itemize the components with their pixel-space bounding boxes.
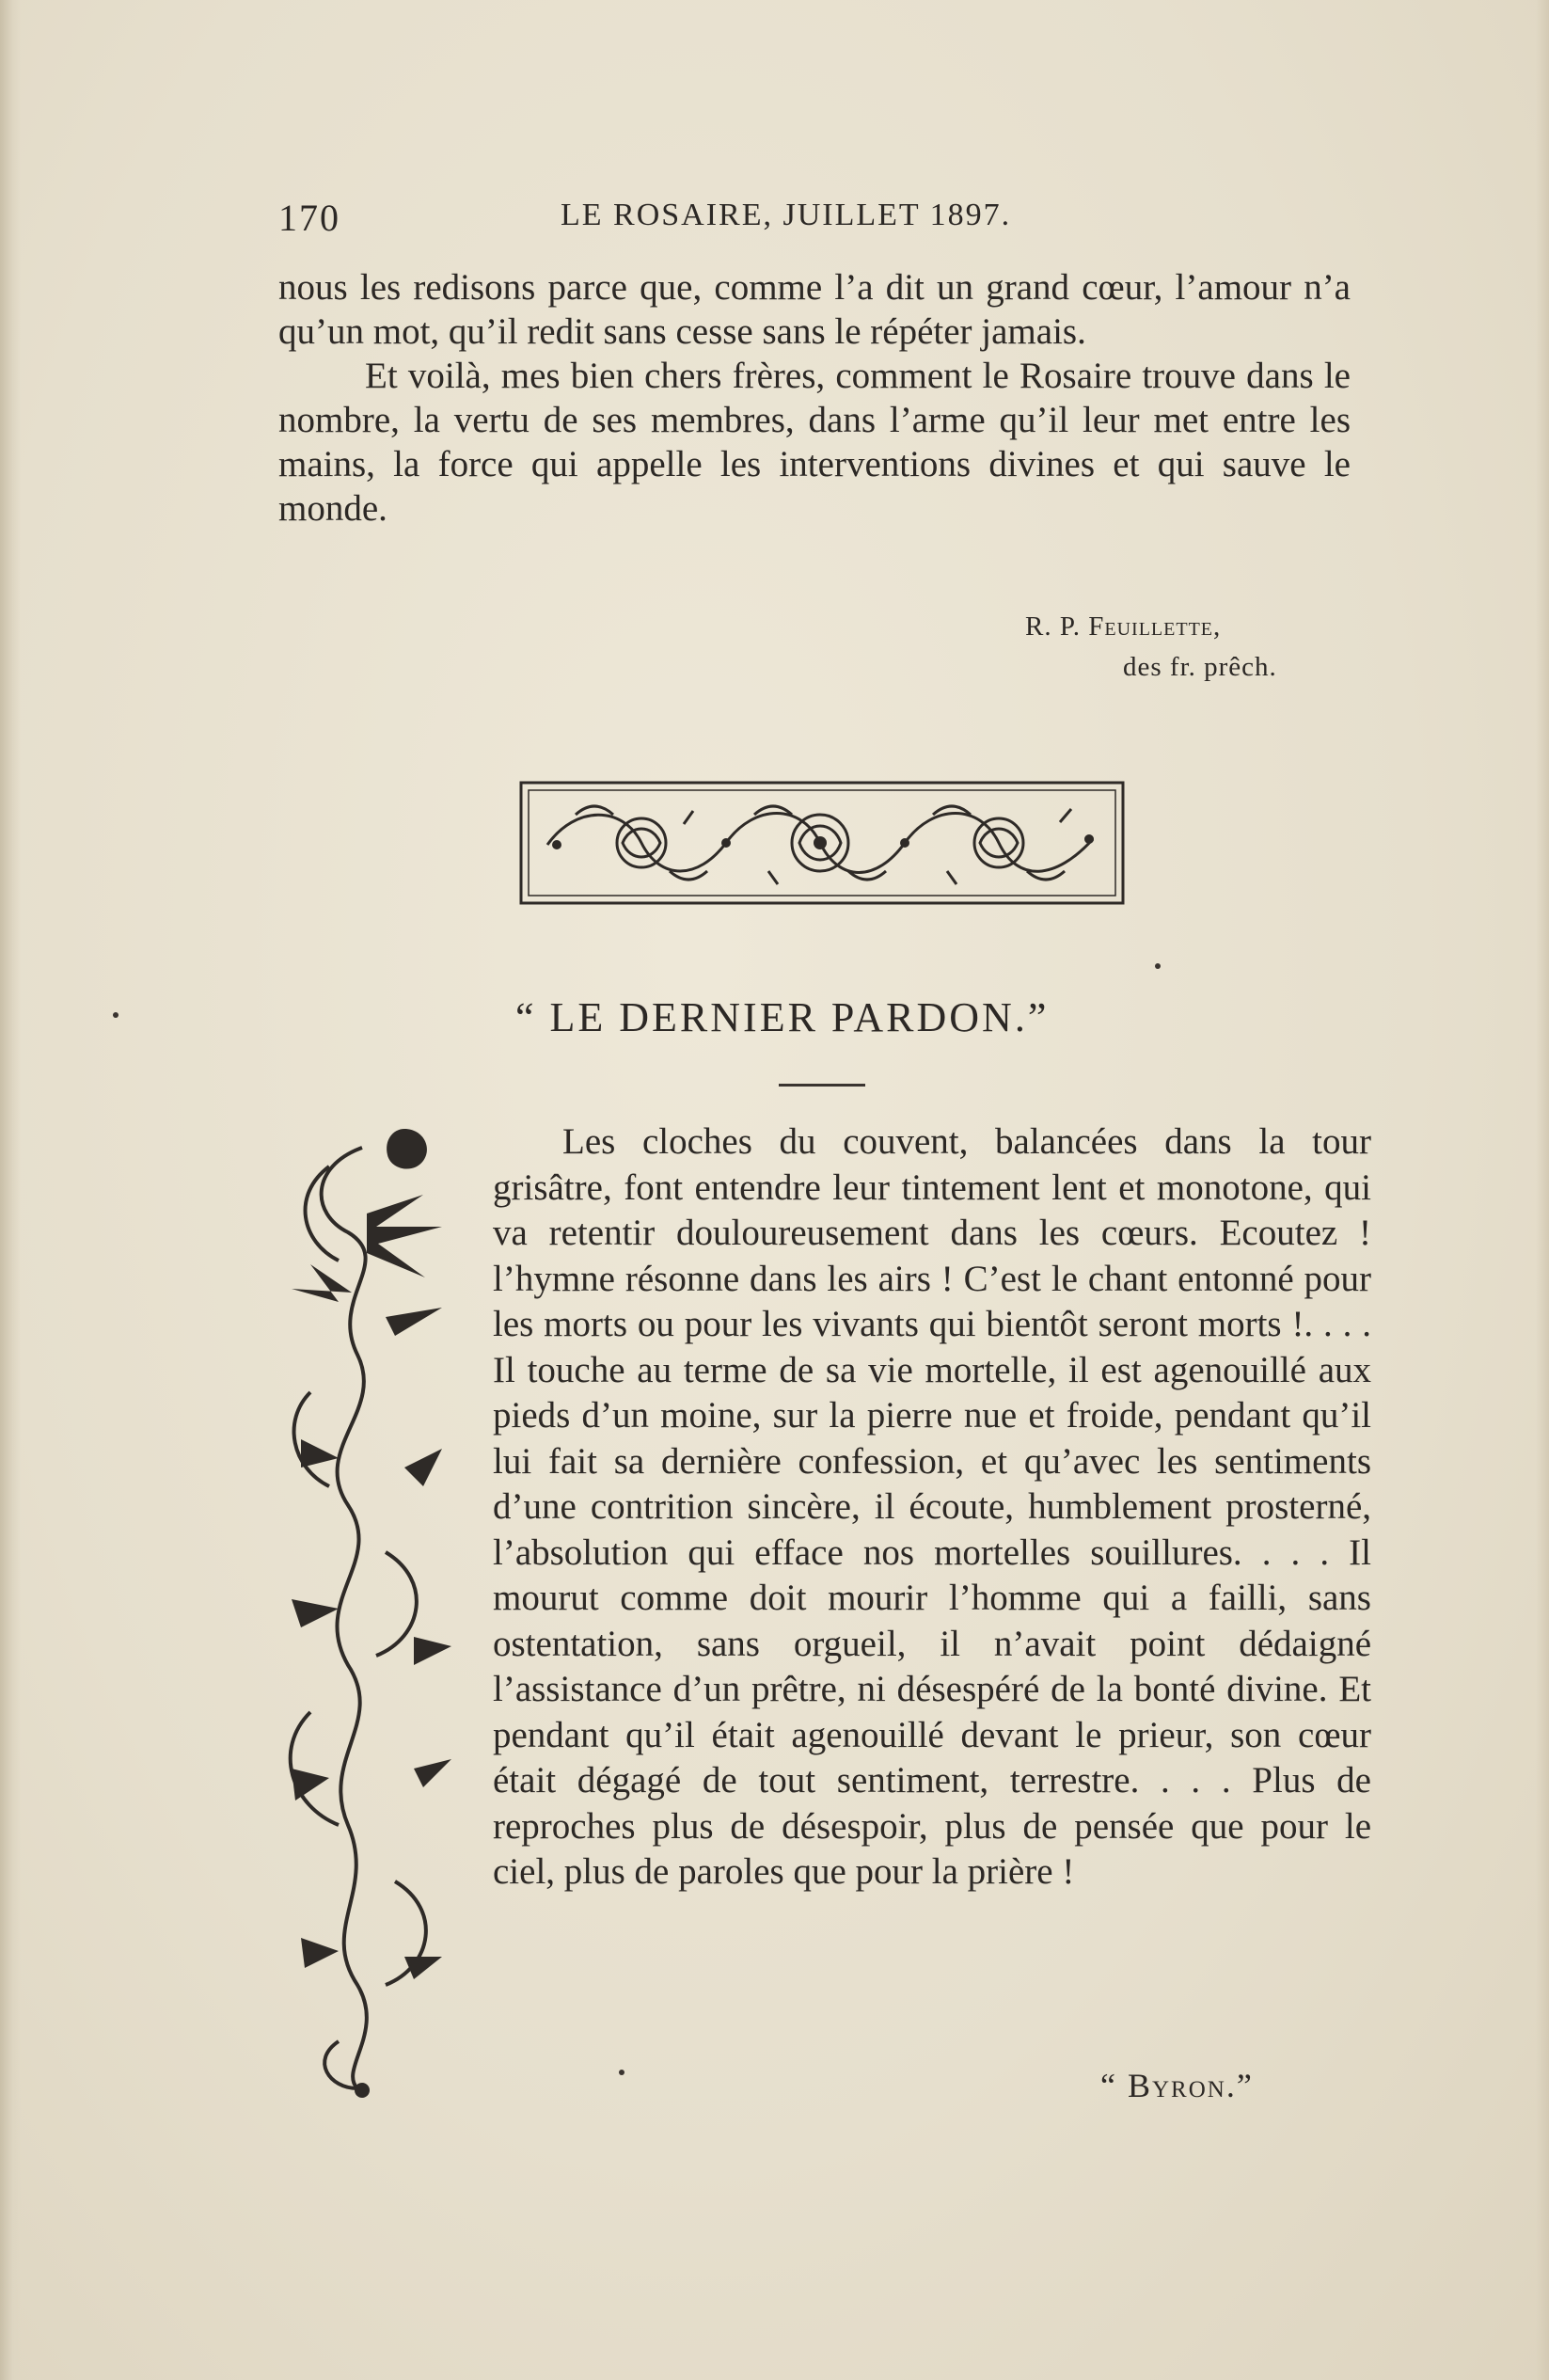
article-paragraph: Et voilà, mes bien chers frères, comment le Rosaire trouve dans le nombre, la vertu de ses membres, dans l’arme qu’il leur met entre les mains, la force qui appelle les interventions divines et qui sauve le monde. bbox=[278, 356, 1351, 529]
page-number: 170 bbox=[278, 197, 340, 239]
article-ending bbox=[278, 265, 1351, 531]
print-speck bbox=[619, 2070, 624, 2075]
print-speck bbox=[113, 1012, 119, 1018]
author-order: des fr. prêch. bbox=[1123, 652, 1277, 682]
story-text bbox=[493, 1119, 1371, 1896]
section-title: “ LE DERNIER PARDON.” bbox=[515, 994, 1050, 1040]
spine-shadow bbox=[0, 0, 21, 2380]
author-signature: R. P. Feuillette, bbox=[1025, 611, 1222, 642]
story-author: “ Byron.” bbox=[1100, 2067, 1254, 2104]
title-rule bbox=[779, 1084, 865, 1087]
article-paragraph: nous les redisons parce que, comme l’a dit un grand cœur, l’amour n’a qu’un mot, qu’il redit sans cesse sans le répéter jamais. bbox=[278, 267, 1351, 352]
page-edge bbox=[1536, 0, 1549, 2380]
story-paragraph: Les cloches du couvent, balancées dans la tour grisâtre, font entendre leur tintement lent et monotone, qui va retentir douloureusement dans les cœurs. Ecoutez ! l’hymne résonne dans les airs ! C’est le chant entonné pour les morts ou pour les vivants qui bientôt seront morts !. . . . Il touche au terme de sa vie mortelle, il est agenouillé aux pieds d’un moine, sur la pierre nue et froide, pendant qu’il lui fait sa dernière confession, et qu’avec les sentiments d’une contrition sincère, il écoute, humblement prosterné, l’absolution qui efface nos mortelles souillures. . . . Il mourut comme doit mourir l’homme qui a failli, sans ostentation, sans orgueil, il n’avait point dédaigné l’assistance d’un prêtre, ni désespéré de la bonté divine. Et pendant qu’il était agenouillé devant le prieur, son cœur était dégagé de tout sentiment, terrestre. . . . Plus de reproches plus de désespoir, plus de pensée que pour le ciel, plus de paroles que pour la prière ! bbox=[493, 1121, 1371, 1892]
print-speck bbox=[1155, 963, 1161, 969]
running-head: LE ROSAIRE, JUILLET 1897. bbox=[561, 198, 1012, 232]
floral-vine-border-icon bbox=[273, 1110, 470, 2098]
page-header bbox=[278, 196, 1360, 243]
floral-headpiece-ornament-icon bbox=[519, 777, 1125, 909]
